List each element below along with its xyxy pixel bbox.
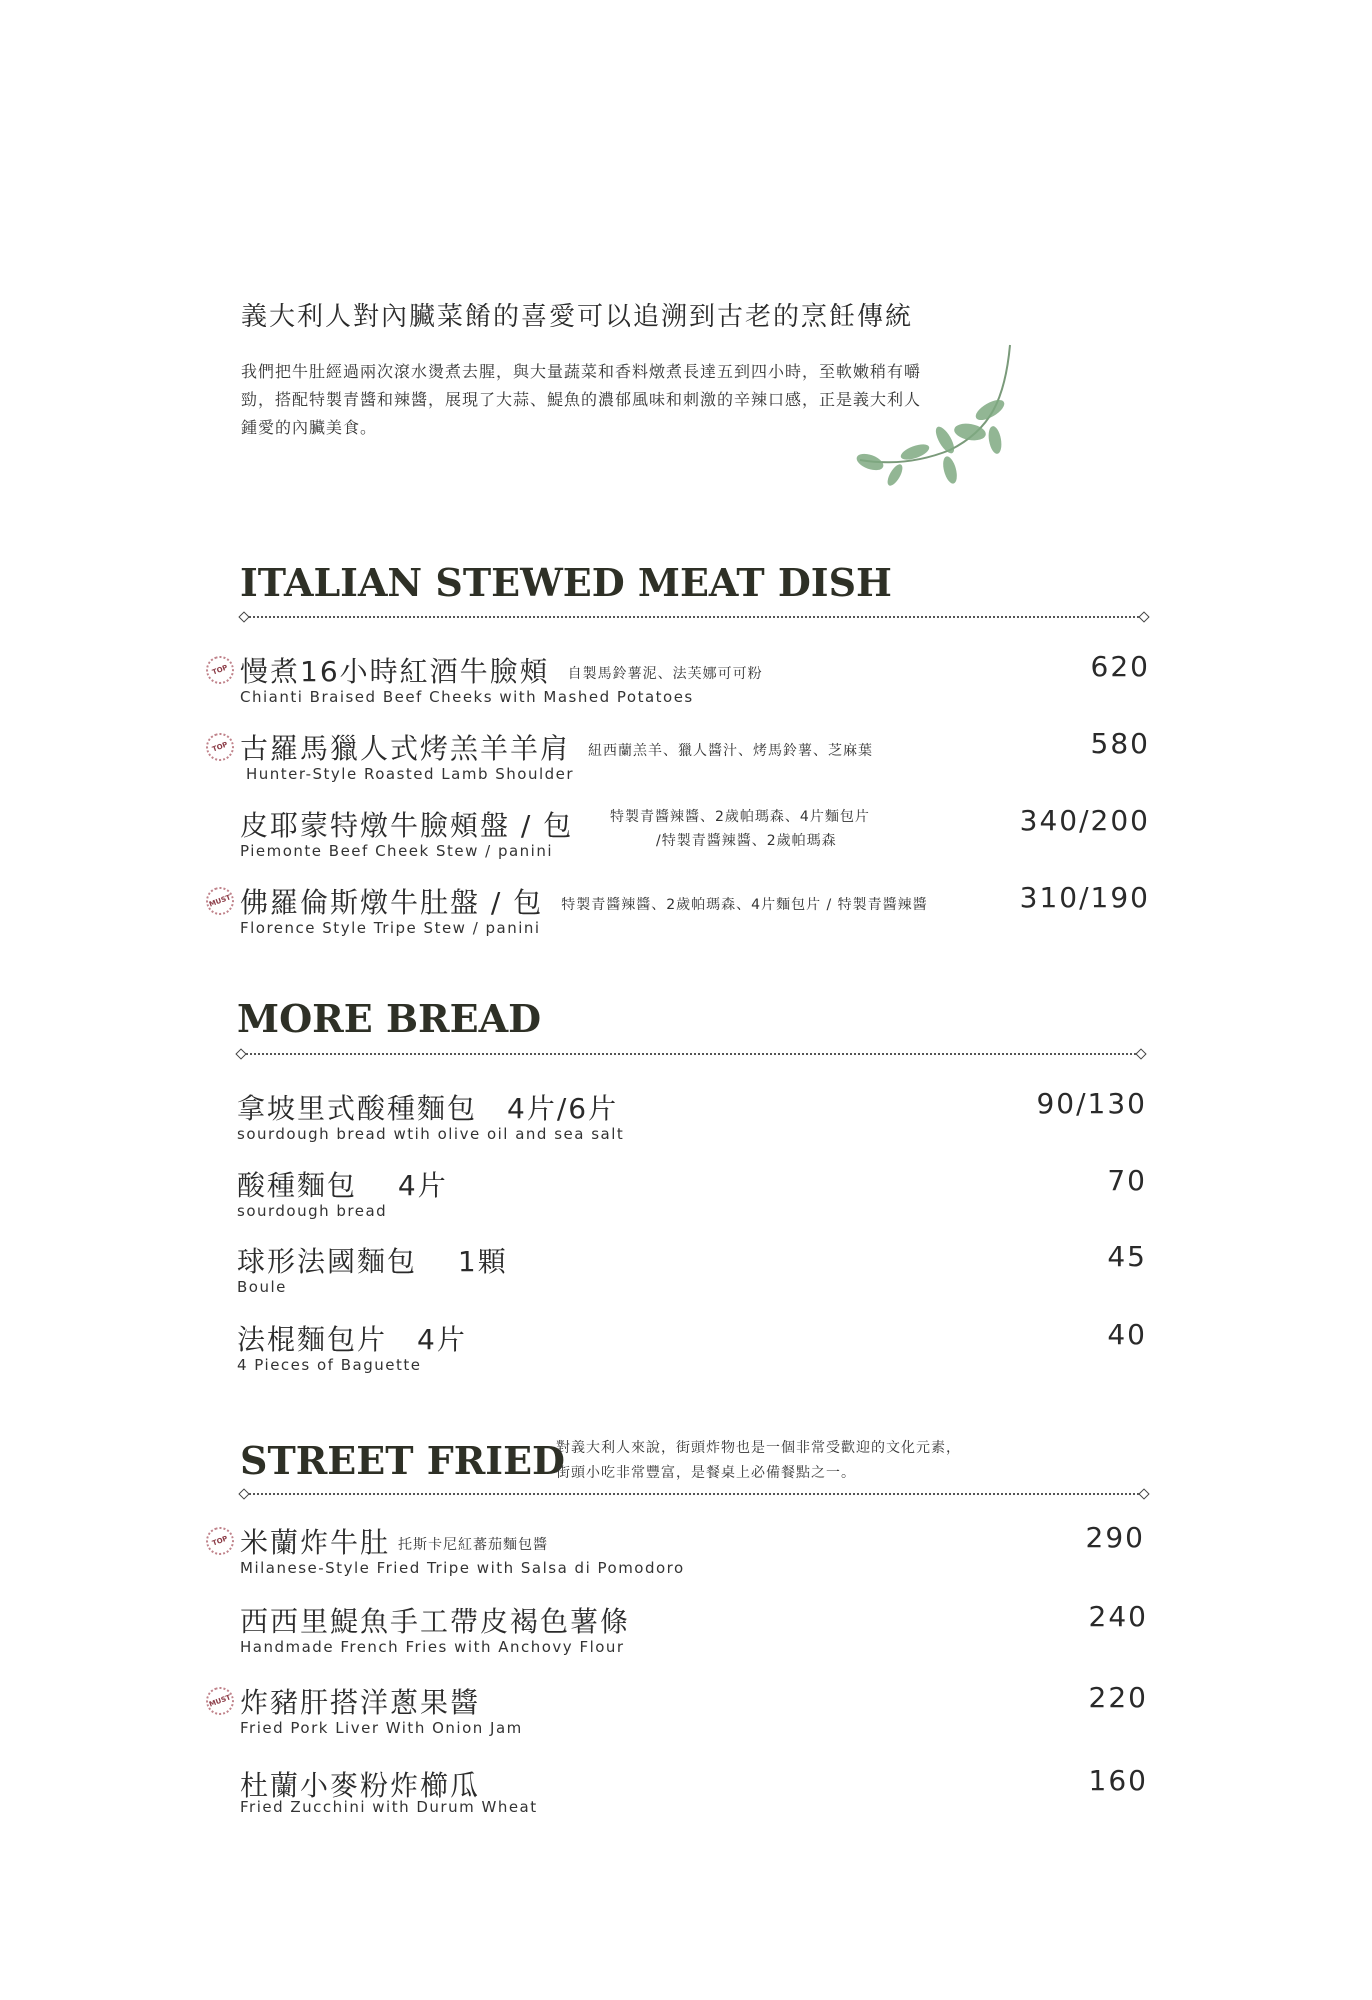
item-note: 特製青醬辣醬、2歲帕瑪森、4片麵包片 [610,809,870,825]
item-name: 拿坡里式酸種麵包 4片/6片 [237,1092,619,1125]
item-price: 220 [1088,1681,1148,1714]
item-note-2: /特製青醬辣醬、2歲帕瑪森 [656,833,837,849]
menu-item [240,1764,1148,1824]
item-english: sourdough bread wtih olive oil and sea salt [237,1125,625,1143]
section-description [556,1436,961,1486]
intro-title: 義大利人對內臟菜餚的喜愛可以追溯到古老的烹飪傳統 [241,302,914,332]
item-name: 佛羅倫斯燉牛肚盤 / 包 [240,886,544,919]
item-english: Milanese-Style Fried Tripe with Salsa di Pomodoro [240,1559,685,1577]
section-title: MORE BREAD [237,996,542,1041]
top-badge-icon: TOP [202,1523,238,1559]
menu-item [211,1521,1145,1581]
item-name: 球形法國麵包 1顆 [237,1245,508,1278]
item-english: Piemonte Beef Cheek Stew / panini [240,842,554,860]
leaf-branch-icon [840,340,1020,490]
item-name: 米蘭炸牛肚 [240,1526,391,1559]
item-price: 70 [1107,1164,1147,1197]
menu-item [237,1164,1147,1224]
section-title: ITALIAN STEWED MEAT DISH [240,560,892,605]
must-badge-icon: MUST [202,1683,238,1719]
item-name: 皮耶蒙特燉牛臉頰盤 / 包 [240,809,574,842]
menu-item [237,1240,1147,1300]
item-note: 紐西蘭羔羊、獵人醬汁、烤馬鈴薯、芝麻葉 [588,743,874,759]
item-price: 40 [1107,1318,1147,1351]
item-price: 240 [1088,1600,1148,1633]
menu-item [240,804,1150,864]
item-english: Fried Zucchini with Durum Wheat [240,1798,538,1816]
item-english: Florence Style Tripe Stew / panini [240,919,541,937]
item-note: 自製馬鈴薯泥、法芙娜可可粉 [567,666,763,682]
item-english: Boule [237,1278,287,1296]
item-price: 580 [1090,727,1150,760]
divider [237,1050,1145,1058]
description-line: 對義大利人來說，街頭炸物也是一個非常受歡迎的文化元素， [556,1440,961,1456]
item-price: 90/130 [1036,1087,1147,1120]
menu-item [208,881,1150,941]
must-badge-icon: MUST [202,883,238,919]
top-badge-icon: TOP [202,652,238,688]
item-name: 古羅馬獵人式烤羔羊羊肩 [240,732,571,765]
item-note: 托斯卡尼紅蕃茄麵包醬 [398,1537,549,1553]
item-name: 西西里鯷魚手工帶皮褐色薯條 [240,1605,631,1638]
item-english: Hunter-Style Roasted Lamb Shoulder [246,765,575,783]
section-title: STREET FRIED [240,1438,565,1483]
menu-item [211,727,1150,787]
item-name: 炸豬肝搭洋蔥果醬 [240,1686,481,1719]
divider [240,613,1148,621]
item-price: 340/200 [1019,804,1150,837]
item-note: 特製青醬辣醬、2歲帕瑪森、4片麵包片 / 特製青醬辣醬 [561,897,928,913]
menu-item [237,1318,1147,1378]
item-english: Chianti Braised Beef Cheeks with Mashed Potatoes [240,688,694,706]
item-name: 酸種麵包 4片 [237,1169,448,1202]
menu-item [211,650,1150,710]
item-english: 4 Pieces of Baguette [237,1356,422,1374]
intro-paragraph: 我們把牛肚經過兩次滾水燙煮去腥，與大量蔬菜和香料燉煮長達五到四小時，至軟嫩稍有嚼勁，搭配特製青醬和辣醬，展現了大蒜、鯷魚的濃郁風味和刺激的辛辣口感，正是義大利人鍾愛的內臟美食。 [241,362,922,437]
item-price: 160 [1088,1764,1148,1797]
item-name: 法棍麵包片 4片 [237,1323,467,1356]
item-price: 290 [1085,1521,1145,1554]
item-english: sourdough bread [237,1202,388,1220]
item-english: Fried Pork Liver With Onion Jam [240,1719,523,1737]
menu-item [237,1087,1147,1147]
item-price: 45 [1107,1240,1147,1273]
item-name: 慢煮16小時紅酒牛臉頰 [240,655,550,688]
item-english: Handmade French Fries with Anchovy Flour [240,1638,625,1656]
item-name: 杜蘭小麥粉炸櫛瓜 [240,1769,481,1802]
item-price: 310/190 [1019,881,1150,914]
description-line: 街頭小吃非常豐富，是餐桌上必備餐點之一。 [556,1465,856,1481]
top-badge-icon: TOP [202,729,238,765]
menu-item [240,1600,1148,1660]
item-price: 620 [1090,650,1150,683]
menu-item [208,1681,1148,1741]
divider [240,1490,1148,1498]
